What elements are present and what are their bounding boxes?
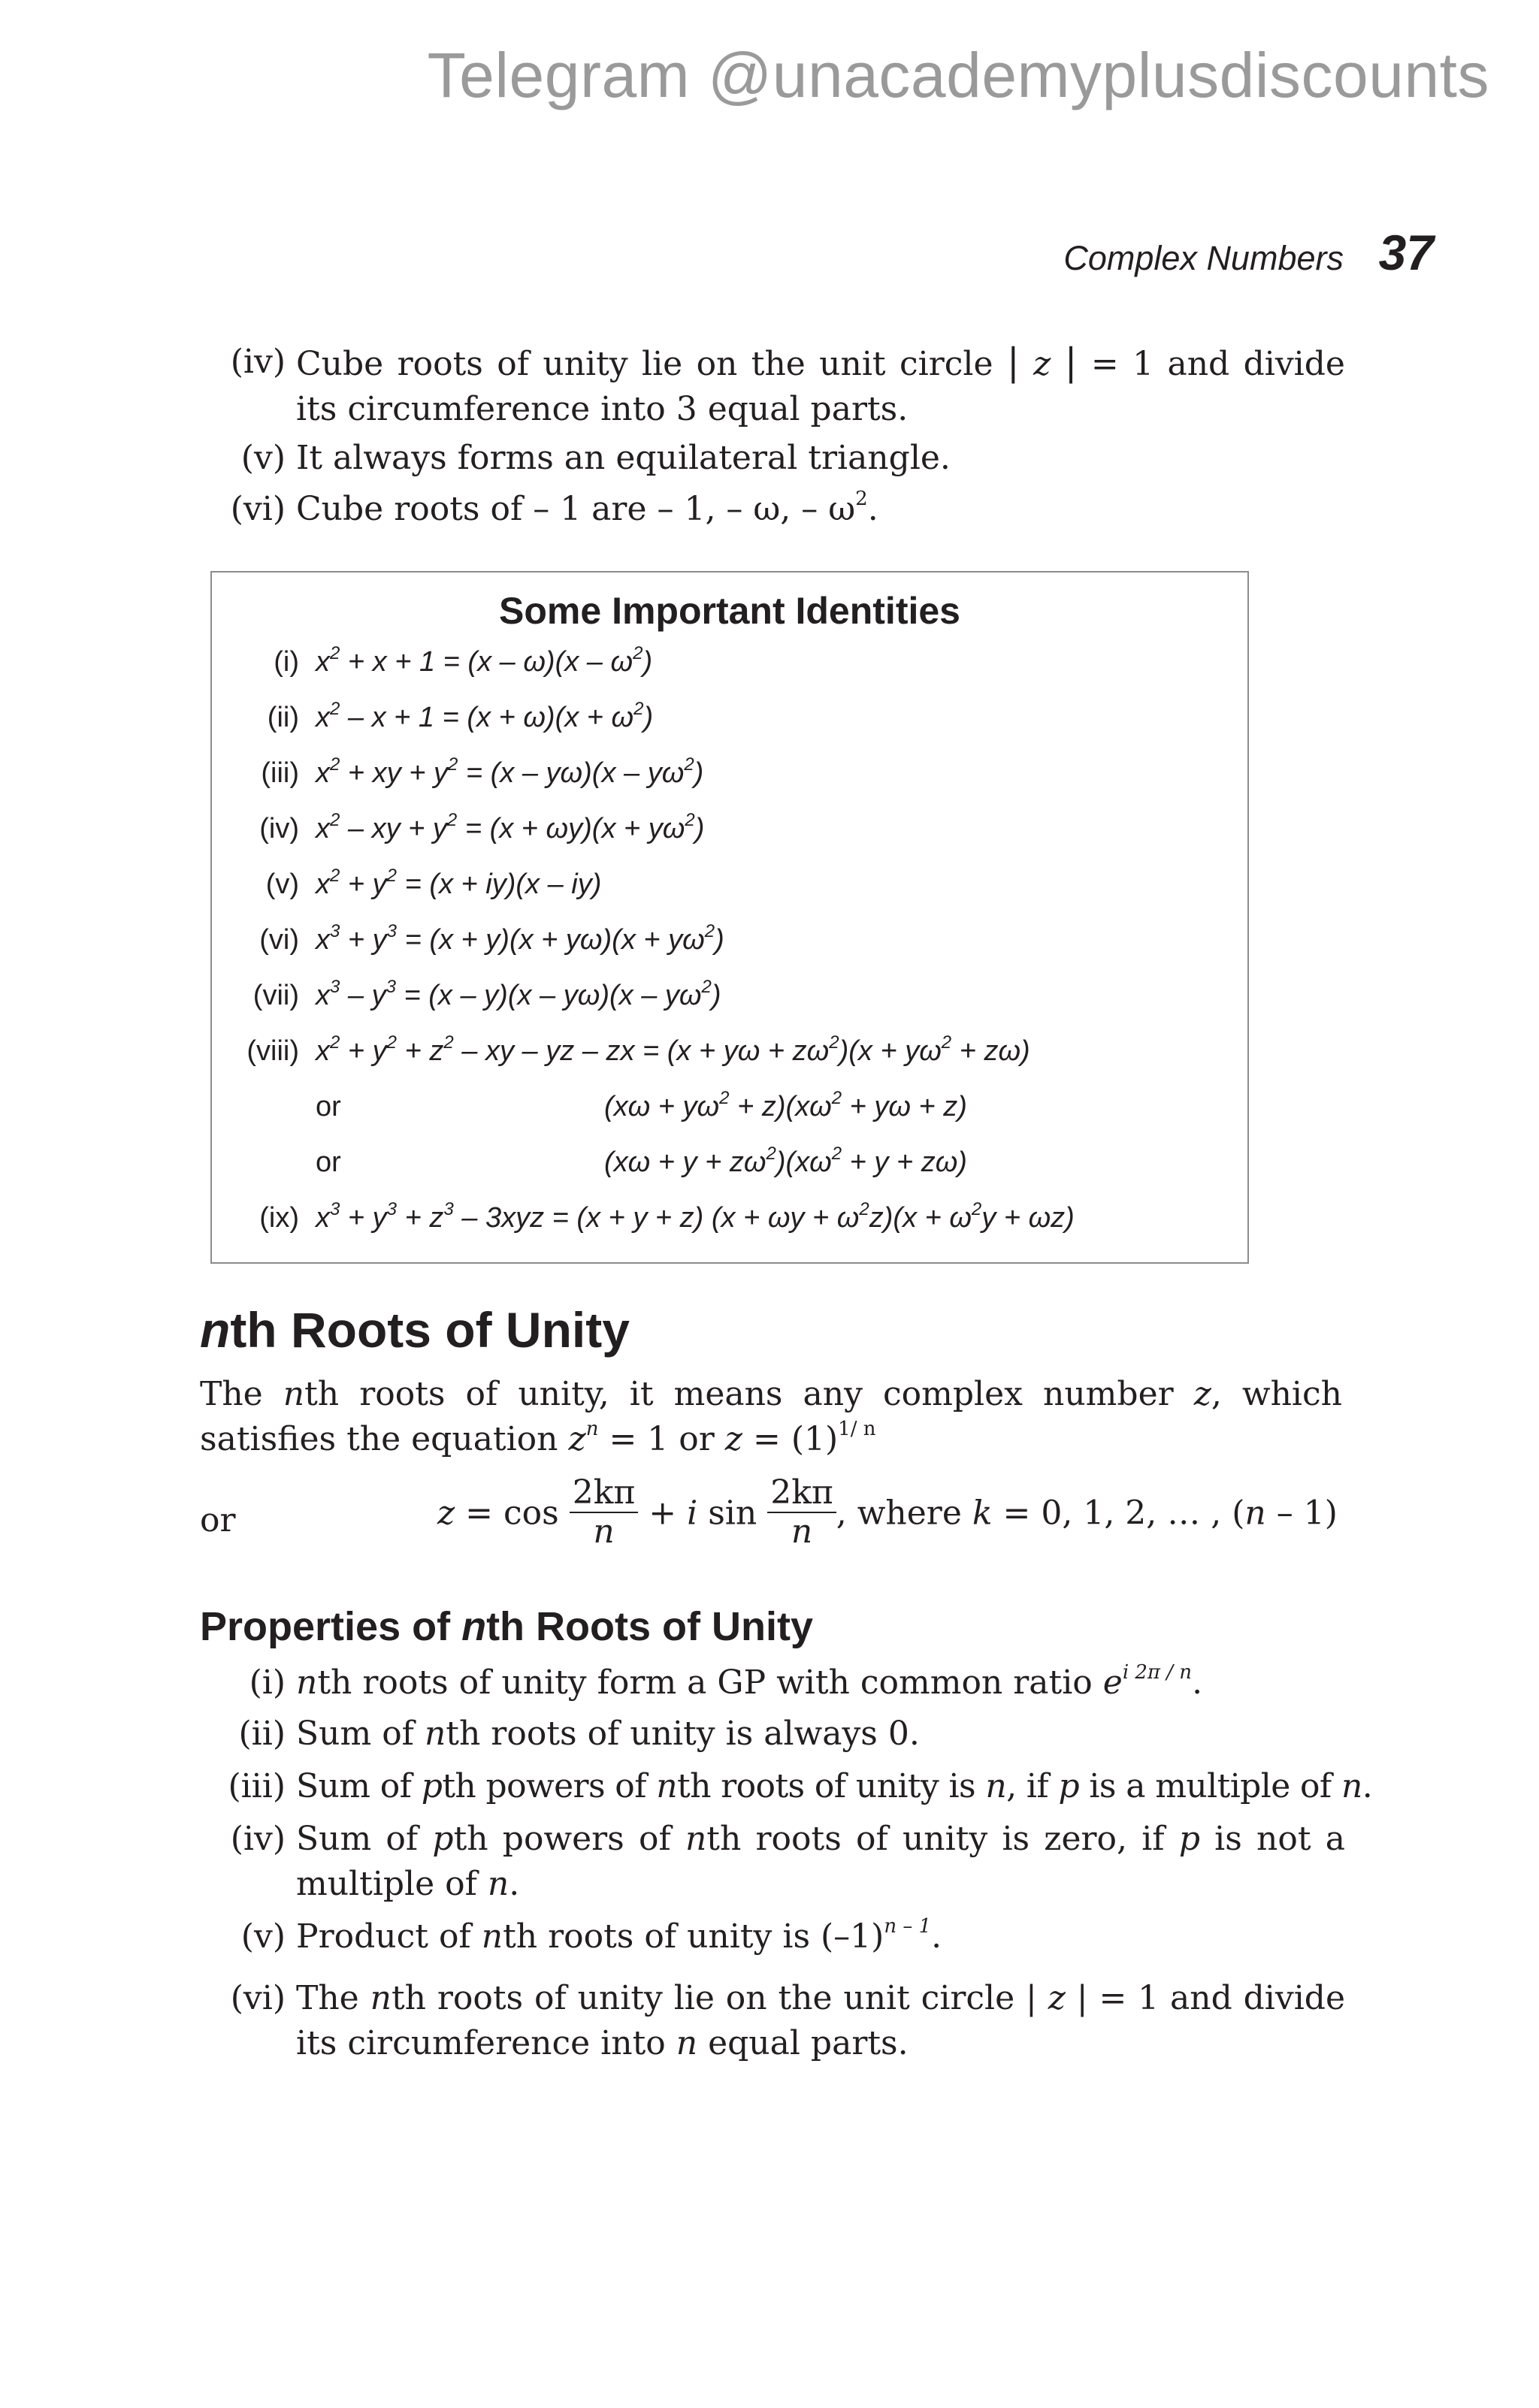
page-number-text: 37 bbox=[1378, 225, 1434, 280]
subsection-heading: Properties of nth Roots of Unity bbox=[200, 1604, 814, 1649]
property-item: (vi) The nth roots of unity lie on the unit circle | z | = 1 and divide its circumference into n equal parts. bbox=[230, 1979, 1345, 2062]
list-item-v bbox=[225, 436, 1345, 481]
or-label: or bbox=[200, 1501, 236, 1539]
list-number: (vi) bbox=[230, 490, 286, 528]
list-item-vi bbox=[225, 487, 1345, 532]
list-text: It always forms an equilateral triangle. bbox=[296, 439, 951, 477]
property-item: (iii) Sum of pth powers of nth roots of unity is n, if p is a multiple of n. bbox=[228, 1767, 1373, 1805]
fraction: $\frac{2k\pi}{n}$ bbox=[570, 1474, 639, 1551]
section-heading: nth Roots of Unity bbox=[200, 1302, 630, 1358]
property-item: (ii) Sum of nth roots of unity is always 0. bbox=[238, 1715, 920, 1753]
list-number: (v) bbox=[240, 439, 286, 477]
intro-paragraph: The nth roots of unity, it means any complex number z, which satisfies the equation $z^n = 1$ or $z = (1)^{1/ n}$ bbox=[200, 1375, 1342, 1458]
property-item: (i) nth roots of unity form a GP with common ratio $e^{i 2\pi / n}$. bbox=[249, 1661, 1203, 1702]
identities-box: Some Important Identities (i) $x^2 + x + 1 = (x - \omega)(x - \omega^2)$ (ii) $x^2 - x + 1 = (x + \omega)(x + \omega^2)$ (iii) $x^2$ + xy + $y^2 = (x - y\omega)(x - y\omega^2)$ (iv) $x^2$ – xy + $y^2 = (x + \omega y)(x + y\omega^2)$ (v) $x^2 + y^2 = (x + iy)(x - iy)$ (vi) $x^3 + y^3 = (x + y)(x + y\omega)(x + y\omega^2)$ (vii) $x^3 - y^3 = (x - y)(x - y\omega)(x - y\omega^2)$ (viii) $x^2 + y^2 + z^2$ – xy – yz – zx = $(x + y\omega + z\omega^2)(x + y\omega^2 + z\omega)$ or $(x\omega + y\omega^2 + z)(x\omega^2 + y\omega + z)$ or $(x\omega + y + z\omega^2)(x\omega^2 + y + z\omega)$ (ix) $x^3 + y^3 + z^3 - 3xyz = (x + y + z) (x + \omega y + \omega^2z)(x + \omega^2y + \omega z)$ bbox=[210, 571, 1249, 1264]
watermark: Telegram @unacademyplusdiscounts bbox=[427, 40, 1489, 110]
list-text: Cube roots of unity lie on the unit circle | z | = 1 and divide its circumference into 3 equal parts. bbox=[296, 340, 1345, 428]
roots-formula: z = cos $\frac{2k\pi}{n}$ + i sin $\frac{2k\pi}{n}$ , where k = 0, 1, 2, … , (n – 1) bbox=[437, 1473, 1338, 1551]
list-text: Cube roots of – 1 are – 1, – ω, – $\omega^2$. bbox=[296, 488, 878, 528]
property-item: (iv) Sum of pth powers of nth roots of unity is zero, if p is not a multiple of n. bbox=[230, 1820, 1345, 1903]
box-title: Some Important Identities bbox=[499, 590, 960, 632]
list-item-iv bbox=[225, 340, 1345, 432]
running-head: Complex Numbers bbox=[1063, 239, 1344, 277]
list-number: (iv) bbox=[230, 343, 286, 381]
fraction: $\frac{2k\pi}{n}$ bbox=[767, 1474, 836, 1551]
property-item: (v) Product of nth roots of unity is $(-1)^{n - 1}$. bbox=[240, 1915, 942, 1956]
